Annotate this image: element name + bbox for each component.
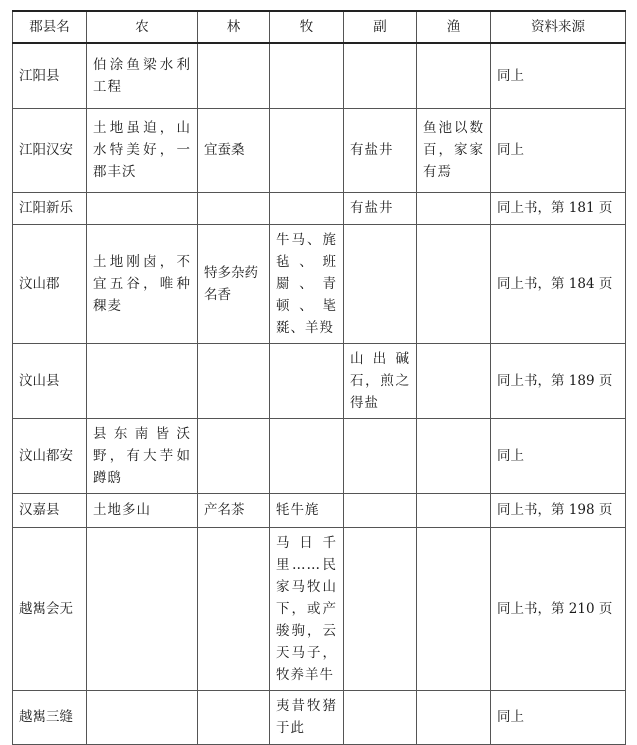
agriculture-cell: 土地多山 — [87, 493, 198, 527]
fishery-cell: 鱼池以数百，家家有焉 — [417, 108, 491, 192]
forestry-cell — [198, 192, 270, 224]
forestry-cell: 特多杂药名香 — [198, 224, 270, 343]
table-row — [13, 192, 626, 224]
agriculture-cell: 伯涂鱼梁水利工程 — [87, 43, 198, 108]
agriculture-cell — [87, 527, 198, 690]
col-header-fishery: 渔 — [417, 11, 491, 43]
county-cell: 汶山县 — [13, 343, 87, 418]
agriculture-cell — [87, 192, 198, 224]
forestry-cell: 产名茶 — [198, 493, 270, 527]
husbandry-cell: 马日千里……民家马牧山下，或产骏驹，云天马子，牧养羊牛 — [270, 527, 344, 690]
agriculture-cell: 土地虽迫，山水特美好，一郡丰沃 — [87, 108, 198, 192]
county-cell: 汶山都安 — [13, 418, 87, 493]
forestry-cell — [198, 690, 270, 744]
header-row — [13, 11, 626, 43]
fishery-cell — [417, 527, 491, 690]
sideline-cell: 山出碱石，煎之得盐 — [344, 343, 417, 418]
county-cell: 越嶲三缝 — [13, 690, 87, 744]
husbandry-cell — [270, 192, 344, 224]
sideline-cell — [344, 527, 417, 690]
fishery-cell — [417, 192, 491, 224]
agriculture-cell: 县东南皆沃野，有大芋如蹲鸱 — [87, 418, 198, 493]
forestry-cell — [198, 343, 270, 418]
fishery-cell — [417, 343, 491, 418]
table-row — [13, 224, 626, 343]
county-cell: 汶山郡 — [13, 224, 87, 343]
col-header-agriculture: 农 — [87, 11, 198, 43]
table-row — [13, 108, 626, 192]
sideline-cell — [344, 493, 417, 527]
agriculture-cell: 土地刚卤，不宜五谷，唯种稞麦 — [87, 224, 198, 343]
husbandry-cell: 夷昔牧猪于此 — [270, 690, 344, 744]
sideline-cell — [344, 43, 417, 108]
col-header-husbandry: 牧 — [270, 11, 344, 43]
county-cell: 越嶲会无 — [13, 527, 87, 690]
husbandry-cell — [270, 43, 344, 108]
col-header-source: 资料来源 — [491, 11, 626, 43]
agriculture-cell — [87, 690, 198, 744]
table-row — [13, 527, 626, 690]
sideline-cell: 有盐井 — [344, 192, 417, 224]
forestry-cell — [198, 527, 270, 690]
col-header-forestry: 林 — [198, 11, 270, 43]
forestry-cell — [198, 43, 270, 108]
source-cell: 同上 — [491, 690, 626, 744]
fishery-cell — [417, 224, 491, 343]
sideline-cell — [344, 224, 417, 343]
sideline-cell — [344, 690, 417, 744]
source-cell: 同上书，第 198 页 — [491, 493, 626, 527]
fishery-cell — [417, 418, 491, 493]
table-row — [13, 343, 626, 418]
husbandry-cell: 牛马、旄毡、班罽、青顿、毞毲、羊羖 — [270, 224, 344, 343]
source-cell: 同上书，第 189 页 — [491, 343, 626, 418]
col-header-county: 郡县名 — [13, 11, 87, 43]
agriculture-cell — [87, 343, 198, 418]
husbandry-cell — [270, 108, 344, 192]
forestry-cell: 宜蚕桑 — [198, 108, 270, 192]
county-cell: 江阳县 — [13, 43, 87, 108]
fishery-cell — [417, 690, 491, 744]
source-cell: 同上 — [491, 108, 626, 192]
table-row — [13, 690, 626, 744]
source-cell: 同上 — [491, 43, 626, 108]
husbandry-cell — [270, 343, 344, 418]
source-cell: 同上书，第 210 页 — [491, 527, 626, 690]
county-cell: 江阳新乐 — [13, 192, 87, 224]
table-row — [13, 418, 626, 493]
forestry-cell — [198, 418, 270, 493]
source-cell: 同上书，第 181 页 — [491, 192, 626, 224]
resource-table — [12, 10, 626, 745]
fishery-cell — [417, 43, 491, 108]
table-row — [13, 493, 626, 527]
county-cell: 江阳汉安 — [13, 108, 87, 192]
col-header-sideline: 副 — [344, 11, 417, 43]
husbandry-cell — [270, 418, 344, 493]
source-cell: 同上书，第 184 页 — [491, 224, 626, 343]
table-row — [13, 43, 626, 108]
sideline-cell: 有盐井 — [344, 108, 417, 192]
sideline-cell — [344, 418, 417, 493]
county-cell: 汉嘉县 — [13, 493, 87, 527]
husbandry-cell: 牦牛旄 — [270, 493, 344, 527]
source-cell: 同上 — [491, 418, 626, 493]
fishery-cell — [417, 493, 491, 527]
